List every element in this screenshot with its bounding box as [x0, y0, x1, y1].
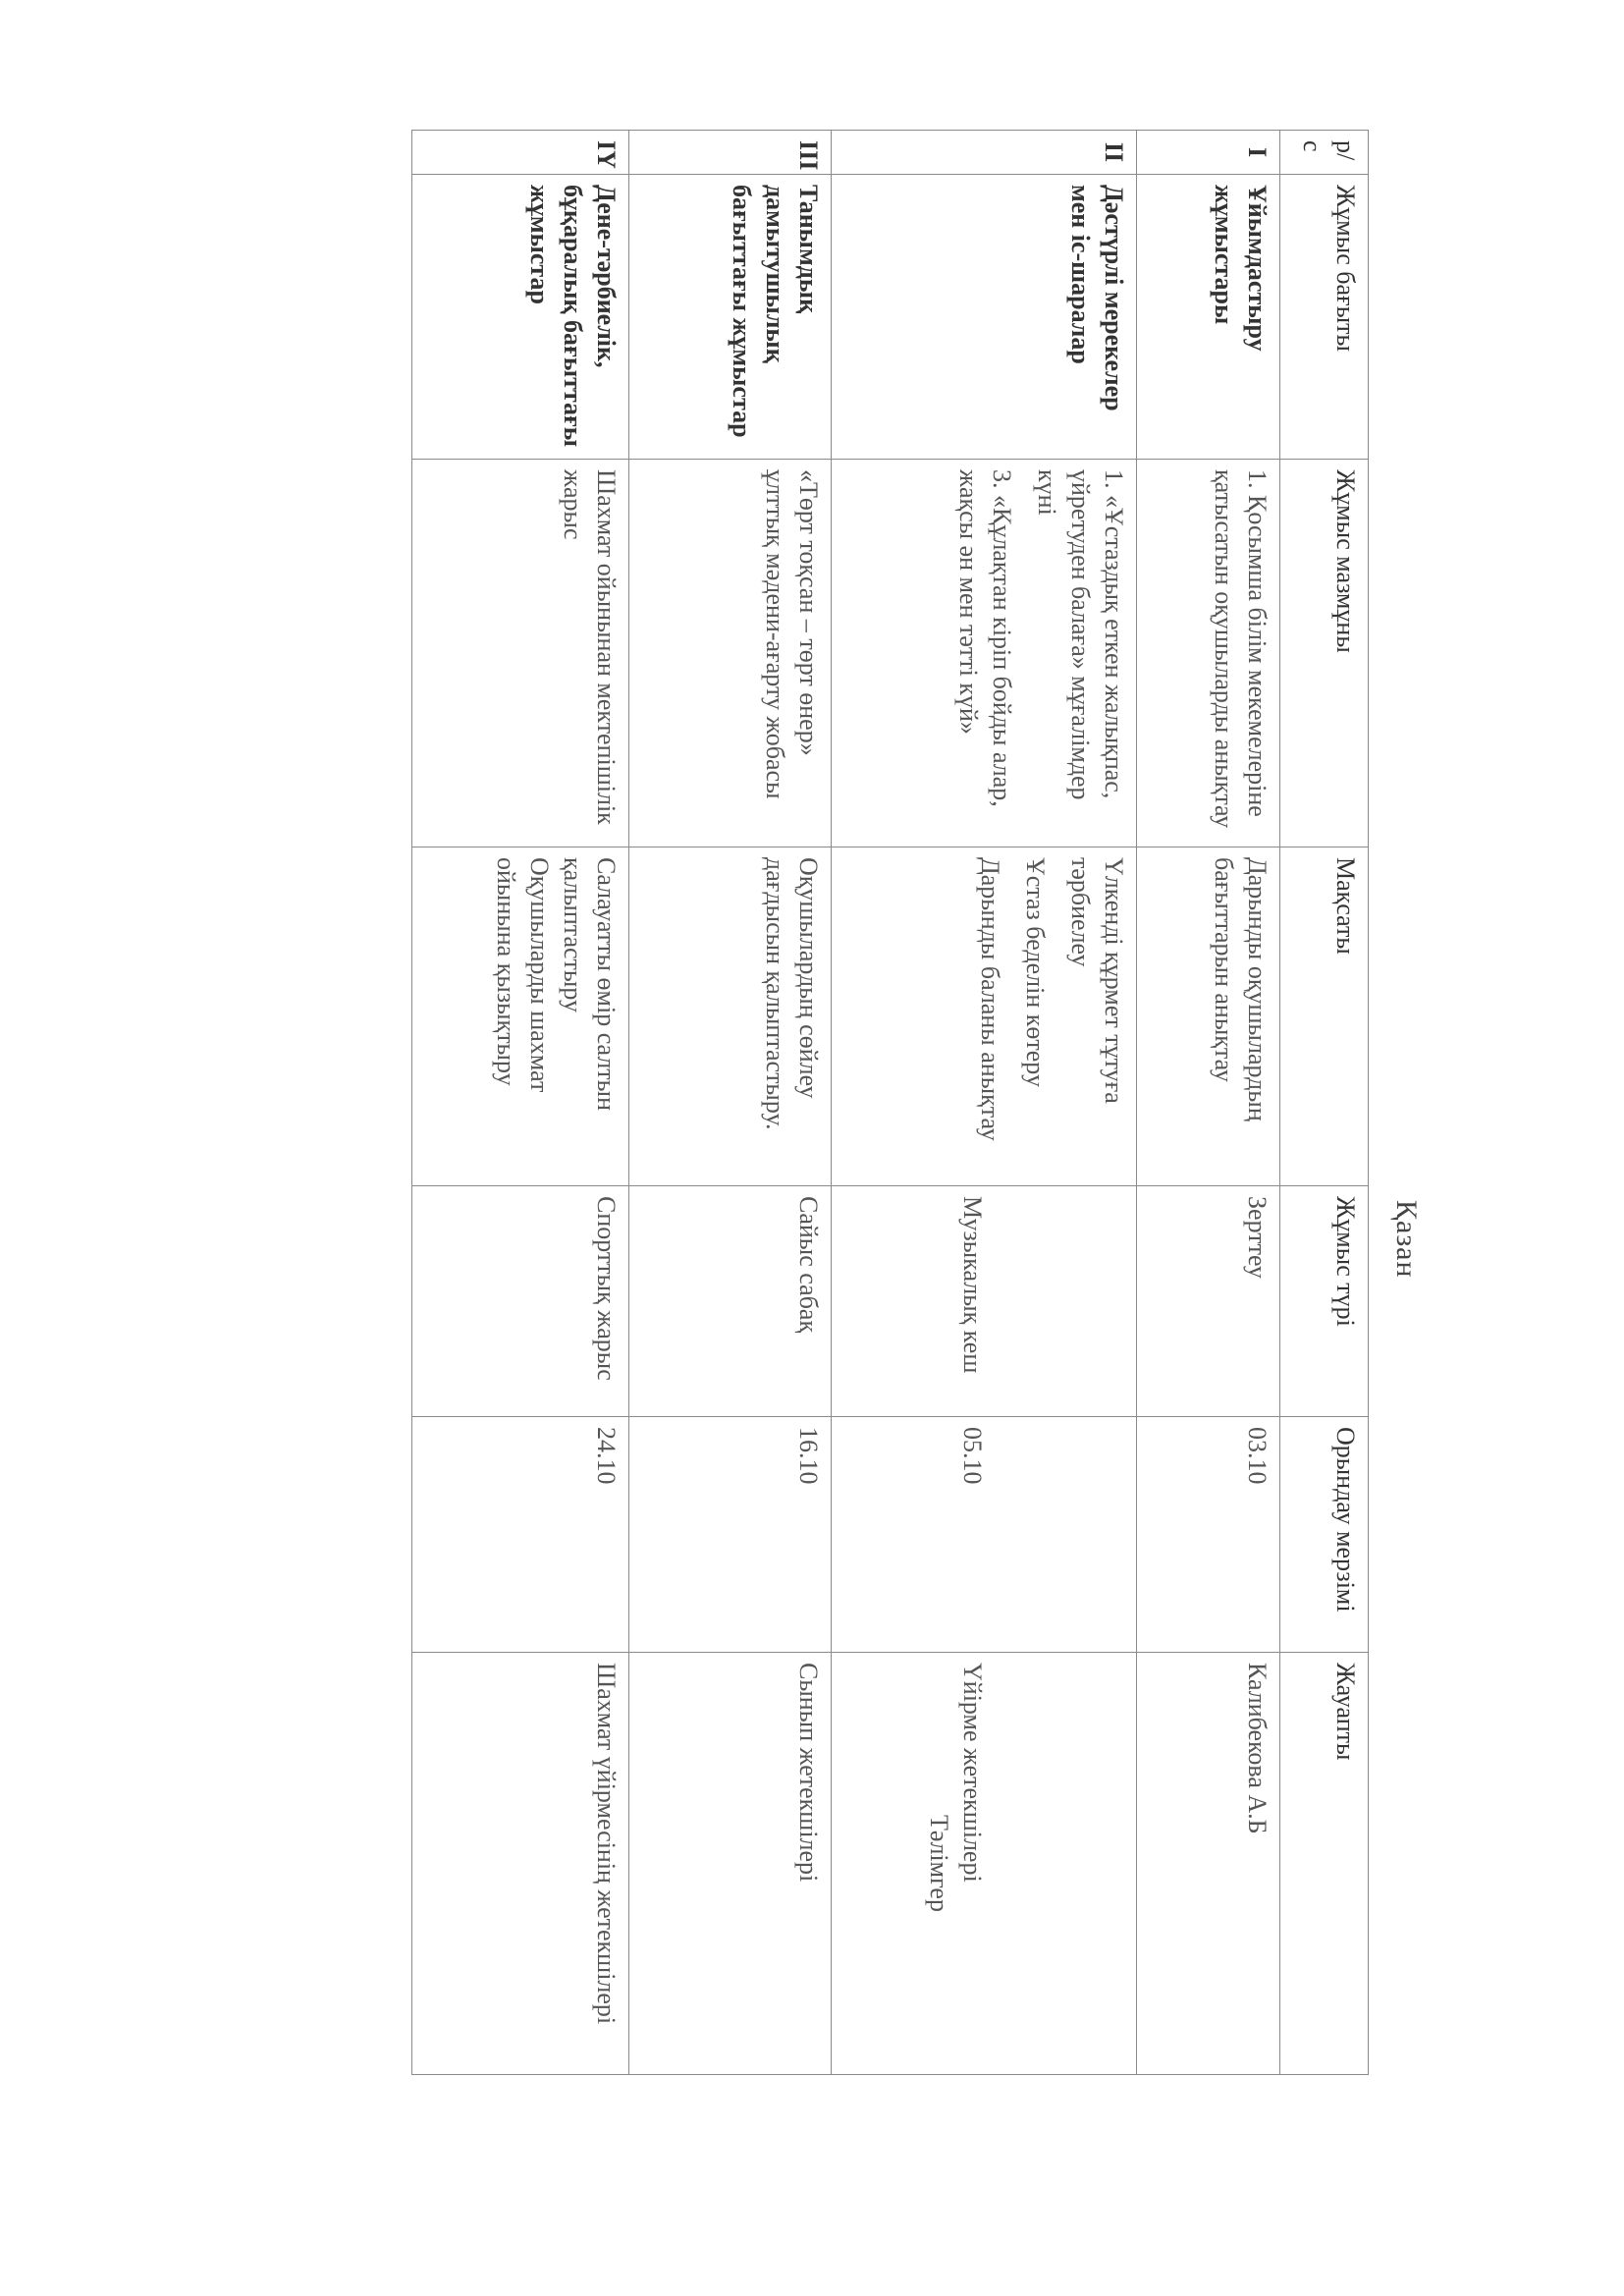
- header-goal: Мақсаты: [1279, 847, 1368, 1186]
- table-row: [831, 131, 1136, 2075]
- date-cell: [1137, 1417, 1280, 1653]
- goal-cell: [1137, 847, 1280, 1186]
- date-text: 24.10: [591, 1427, 621, 1485]
- work-plan-table: [411, 130, 1369, 2075]
- responsible-line: Үйірме жетекшілері: [958, 1663, 988, 1883]
- header-num: р/с: [1279, 131, 1368, 175]
- responsible-cell: [1137, 1653, 1280, 2075]
- type-text: Спорттық жарыс: [591, 1196, 621, 1381]
- row-num: III: [793, 140, 823, 171]
- month-title: Қазан: [1390, 1200, 1423, 1279]
- date-text: 05.10: [958, 1427, 988, 1485]
- goal-cell: [412, 847, 629, 1186]
- table-header-row: [1279, 131, 1368, 2075]
- responsible-cell: [831, 1653, 1136, 2075]
- type-text: Зерттеу: [1242, 1196, 1272, 1279]
- type-cell: [412, 1186, 629, 1417]
- content-cell: [1137, 460, 1280, 847]
- goal-line: Оқушылардың сөйлеу дағдысын қалыптастыру.: [760, 857, 823, 1130]
- direction-text: Танымдық дамытушылық бағыттағы жұмыстар: [727, 185, 823, 438]
- row-num-cell: [412, 131, 629, 175]
- responsible-line: Калибекова А.Б: [1242, 1663, 1272, 1834]
- content-line: 1. «Ұстаздық еткен жалықпас, үйретуден балаға» мұғалімдер күні: [1033, 469, 1129, 800]
- goal-line: Дарынды оқушылардың бағыттарын анықтау: [1209, 857, 1272, 1121]
- content-line: 1. Қосымша білім мекемелеріне қатысатын оқушыларды анықтау: [1209, 469, 1272, 829]
- row-num: I: [1242, 146, 1272, 158]
- row-num: II: [1100, 141, 1129, 163]
- content-line: «Төрт тоқсан – төрт өнер» ұлттық мәдени-ағарту жобасы: [760, 469, 823, 799]
- direction-cell: [412, 175, 629, 460]
- content-line: 3. «Құлақтан кіріп бойды алар, жақсы ән мен тәтті күй»: [954, 469, 1017, 807]
- header-responsible: Жауапты: [1279, 1653, 1368, 2075]
- row-num-cell: [1137, 131, 1280, 175]
- direction-text: Дене-тәрбиелік, бұқаралық бағыттағы жұмыстар: [524, 185, 621, 448]
- row-num-cell: [628, 131, 831, 175]
- header-type: Жұмыс түрі: [1279, 1186, 1368, 1417]
- date-cell: [831, 1417, 1136, 1653]
- type-text: Музыкалық кеш: [958, 1196, 988, 1374]
- direction-cell: [1137, 175, 1280, 460]
- content-cell: [628, 460, 831, 847]
- responsible-cell: [412, 1653, 629, 2075]
- type-cell: [1137, 1186, 1280, 1417]
- goal-line: Салауатты өмір салтын қалыптастыру: [558, 857, 621, 1112]
- responsible-line: Сынып жетекшілері: [793, 1663, 823, 1883]
- responsible-line: Шахмат үйірмесінің жетекшілері: [591, 1663, 621, 2025]
- content-cell: [831, 460, 1136, 847]
- row-num-cell: [831, 131, 1136, 175]
- direction-text: Ұйымдастыру жұмыстары: [1209, 185, 1272, 352]
- goal-line: Ұстаз беделін көтеру: [1021, 857, 1051, 1087]
- type-cell: [831, 1186, 1136, 1417]
- rotated-page: [446, 130, 1428, 2153]
- date-cell: [628, 1417, 831, 1653]
- date-text: 16.10: [793, 1427, 823, 1485]
- type-cell: [628, 1186, 831, 1417]
- responsible-cell: [628, 1653, 831, 2075]
- table-row: [412, 131, 629, 2075]
- goal-line: Дарынды баланы анықтау: [976, 857, 1005, 1141]
- responsible-line: Тәлімгер: [925, 1815, 954, 1912]
- goal-line: Оқушыларды шахмат ойынына қызықтыру: [491, 857, 554, 1093]
- header-content: Жұмыс мазмұны: [1279, 460, 1368, 847]
- goal-cell: [831, 847, 1136, 1186]
- direction-cell: [831, 175, 1136, 460]
- header-direction: Жұмыс бағыты: [1279, 175, 1368, 460]
- header-date: Орындау мерзімі: [1279, 1417, 1368, 1653]
- content-cell: [412, 460, 629, 847]
- row-num: IY: [591, 140, 621, 169]
- type-text: Сайыс сабақ: [793, 1196, 823, 1334]
- goal-cell: [628, 847, 831, 1186]
- table-row: [628, 131, 831, 2075]
- direction-text: Дәстүрлі мерекелер мен іс-шаралар: [1066, 185, 1129, 411]
- content-line: Шахмат ойынынан мектепішілік жарыс: [558, 469, 621, 825]
- date-cell: [412, 1417, 629, 1653]
- table-row: [1137, 131, 1280, 2075]
- date-text: 03.10: [1242, 1427, 1272, 1485]
- direction-cell: [628, 175, 831, 460]
- goal-line: Үлкенді құрмет тұтуға тәрбиелеу: [1066, 857, 1129, 1104]
